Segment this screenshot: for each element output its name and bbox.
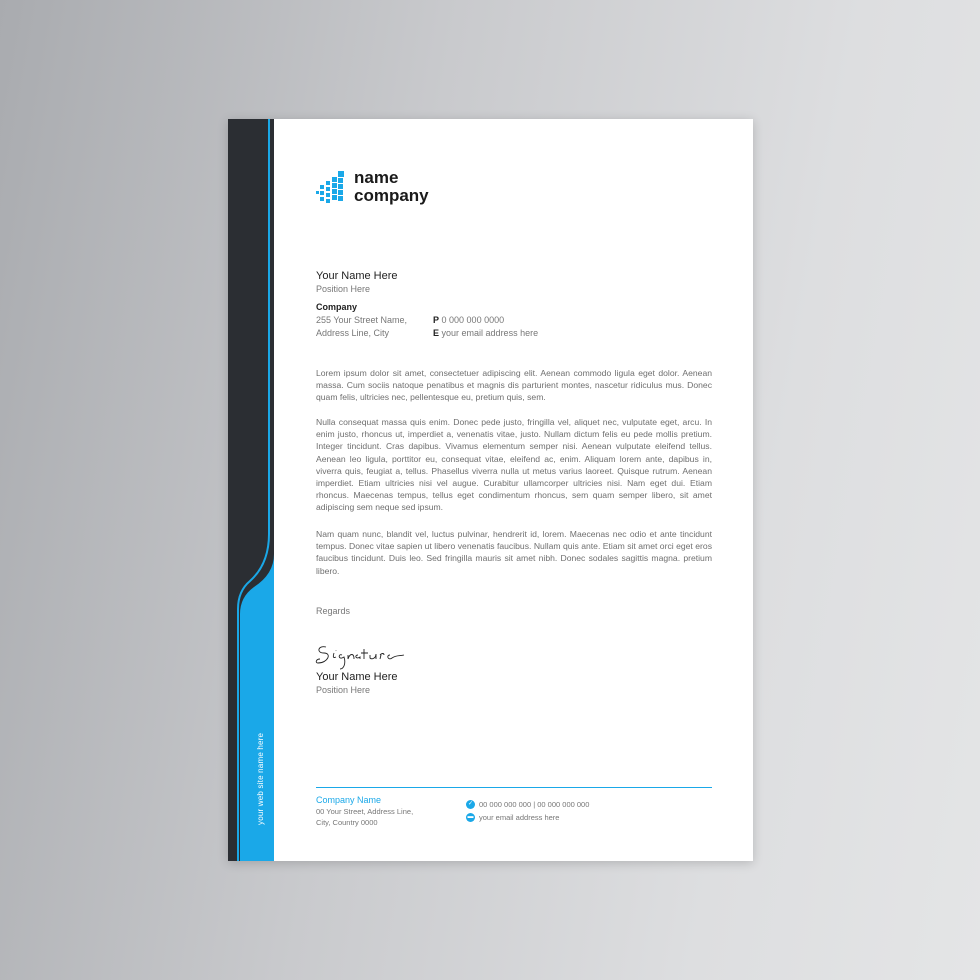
brand-line1: name <box>354 168 399 187</box>
sender-address-line1: 255 Your Street Name, <box>316 315 408 325</box>
footer-phone: 00 000 000 000 | 00 000 000 000 <box>479 800 590 809</box>
email-prefix: E <box>433 327 440 338</box>
sender-address-line2: Address Line, City <box>316 327 390 338</box>
sender-name: Your Name Here <box>316 270 398 282</box>
sender-position: Position Here <box>316 284 371 294</box>
phone-icon: ✓ <box>467 801 474 807</box>
body-paragraph-2: Nulla consequat massa quis enim. Donec pede justo, fringilla vel, aliquet nec, vulputate eget, arcu. In enim justo, rhoncus ut, imperdiet a, venenatis vitae, justo. Nullam dictum felis eu pede mollis pretium. Integer tincidunt. Cras dapibus. Vivamus elementum semper nisi. Aenean vulputate eleifend tellus. Aenean leo ligula, porttitor eu, consequat vitae, eleifend ac, enim. Aliquam lorem ante, dapibus in, viverra quis, feugiat a, tellus. Phasellus viverra nulla ut metus varius laoreet. Quisque rutrum. Aenean imperdiet. Etiam ultricies nisi vel augue. Curabitur ullamcorper ultricies nisi. Nam eget dui. Etiam rhoncus. Maecenas tempus, tellus eget condimentum rhoncus, sem quam semper libero, sit amet adipiscing sem neque sed ipsum. <box>316 417 712 513</box>
sidebar-band <box>228 119 274 861</box>
footer-company: Company Name <box>316 795 382 805</box>
letterhead-page <box>228 119 753 861</box>
closing-position: Position Here <box>316 685 371 695</box>
footer-divider <box>316 787 712 788</box>
signature-image <box>314 637 410 671</box>
sender-contact <box>433 314 538 339</box>
email-value: your email address here <box>441 327 539 338</box>
footer-address-line2: City, Country 0000 <box>316 818 378 827</box>
body-paragraph-1: Lorem ipsum dolor sit amet, consectetuer adipiscing elit. Aenean commodo ligula eget dolor. Aenean massa. Cum sociis natoque penatibus et magnis dis parturient montes, nascetur ridiculus mus. Donec quam felis, ultricies nec, pellentesque eu, pretium quis, sem. <box>316 368 712 403</box>
pixel-arrow-logo-icon <box>316 171 346 205</box>
sender-address <box>316 314 407 339</box>
website-text: your web site name here <box>256 732 265 825</box>
brand-line2: company <box>354 186 429 205</box>
brand-name <box>354 169 429 205</box>
footer-email: your email address here <box>479 813 560 822</box>
phone-prefix: P <box>433 315 440 325</box>
sender-phone <box>433 314 538 327</box>
sender-email <box>433 327 538 340</box>
footer-address <box>316 806 413 828</box>
phone-value: 0 000 000 0000 <box>441 315 505 325</box>
email-icon: ▬ <box>467 814 474 820</box>
closing-name: Your Name Here <box>316 671 398 683</box>
sender-company-label: Company <box>316 302 358 312</box>
footer-address-line1: 00 Your Street, Address Line, <box>316 807 414 816</box>
regards-text: Regards <box>316 606 351 616</box>
body-paragraph-3: Nam quam nunc, blandit vel, luctus pulvinar, hendrerit id, lorem. Maecenas nec odio et ante tincidunt tempus. Donec vitae sapien ut libero venenatis faucibus. Nullam quis ante. Etiam sit amet orci eget eros faucibus tincidunt. Duis leo. Sed fringilla mauris sit amet nibh. Donec sodales sagittis magna. pretium libero. <box>316 529 712 576</box>
